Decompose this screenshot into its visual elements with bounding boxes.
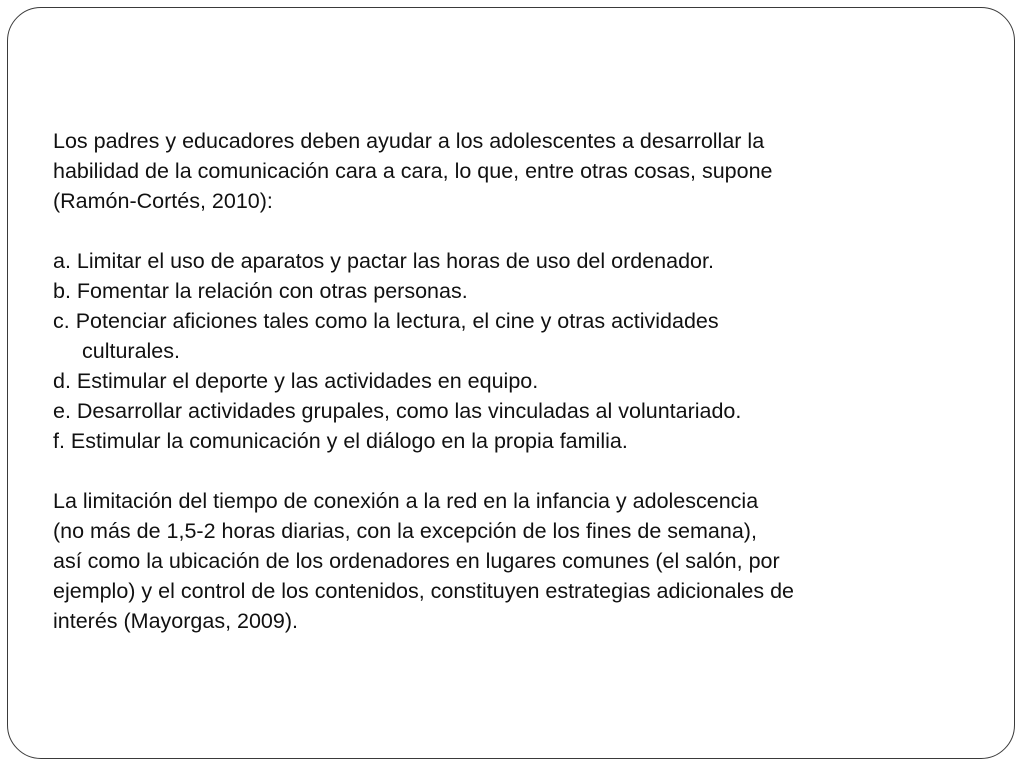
- closing-line: ejemplo) y el control de los contenidos, constituyen estrategias adicionales de: [53, 579, 794, 603]
- list-item-f: f. Estimular la comunicación y el diálogo en la propia familia.: [53, 429, 628, 453]
- list-item-c-text: c. Potenciar aficiones tales como la lectura, el cine y otras actividades: [53, 309, 719, 333]
- slide-content: [53, 126, 953, 636]
- list-item-b: b. Fomentar la relación con otras personas.: [53, 279, 468, 303]
- list-item-c-continuation: culturales.: [82, 339, 180, 363]
- closing-line: así como la ubicación de los ordenadores en lugares comunes (el salón, por: [53, 549, 780, 573]
- intro-line: habilidad de la comunicación cara a cara, lo que, entre otras cosas, supone: [53, 159, 773, 183]
- intro-paragraph: [53, 126, 953, 216]
- closing-paragraph: [53, 486, 953, 636]
- closing-line: (no más de 1,5-2 horas diarias, con la excepción de los fines de semana),: [53, 519, 757, 543]
- intro-line: Los padres y educadores deben ayudar a los adolescentes a desarrollar la: [53, 129, 765, 153]
- recommendation-list: [53, 246, 953, 456]
- paragraph-gap: [53, 456, 953, 486]
- paragraph-gap: [53, 216, 953, 246]
- closing-line: La limitación del tiempo de conexión a la red en la infancia y adolescencia: [53, 489, 759, 513]
- list-item-c: [53, 306, 953, 366]
- list-item-d: d. Estimular el deporte y las actividades en equipo.: [53, 369, 539, 393]
- list-item-e: e. Desarrollar actividades grupales, como las vinculadas al voluntariado.: [53, 399, 742, 423]
- list-item-a: a. Limitar el uso de aparatos y pactar las horas de uso del ordenador.: [53, 249, 714, 273]
- closing-line: interés (Mayorgas, 2009).: [53, 609, 298, 633]
- intro-line: (Ramón-Cortés, 2010):: [53, 189, 273, 213]
